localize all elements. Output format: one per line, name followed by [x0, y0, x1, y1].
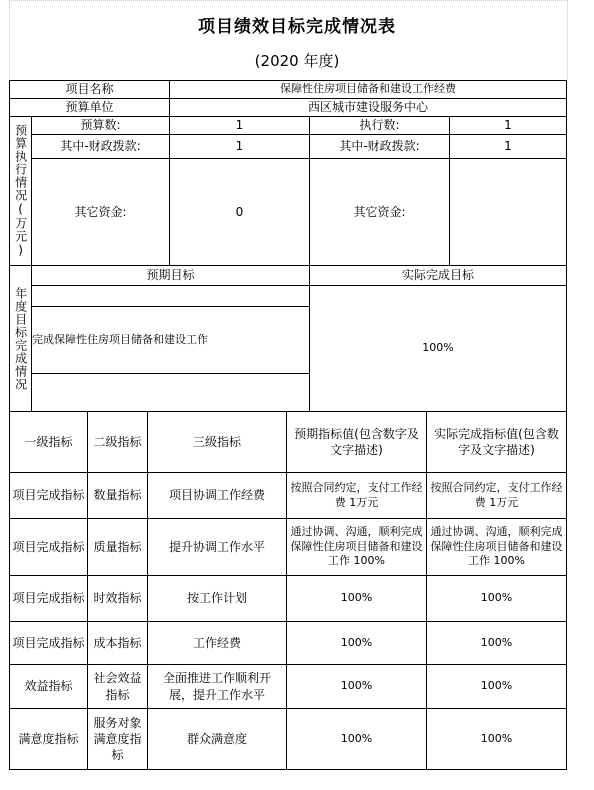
row6-level2: 服务对象满意度指标: [87, 708, 148, 770]
row5-level2: 社会效益指标: [87, 664, 148, 709]
other-funds-value-1: 0: [169, 158, 310, 266]
fiscal-value-2: 1: [449, 134, 567, 159]
other-funds-value-2: [449, 158, 567, 266]
budget-side-label: 预算执行情况(万元): [9, 116, 32, 266]
exec-count-label: 执行数:: [309, 116, 450, 135]
row3-expected: 100%: [286, 575, 427, 622]
row4-level1: 项目完成指标: [9, 621, 88, 665]
row6-level3: 群众满意度: [147, 708, 287, 770]
row1-actual: 按照合同约定，支付工作经费 1万元: [426, 472, 567, 519]
other-funds-label-1: 其它资金:: [31, 158, 170, 266]
row2-expected: 通过协调、沟通，顺利完成保障性住房项目储备和建设工作 100%: [286, 518, 427, 576]
row2-actual: 通过协调、沟通，顺利完成保障性住房项目储备和建设工作 100%: [426, 518, 567, 576]
row5-expected: 100%: [286, 664, 427, 709]
row6-actual: 100%: [426, 708, 567, 770]
row1-level1: 项目完成指标: [9, 472, 88, 519]
expected-goal-text: 完成保障性住房项目储备和建设工作: [31, 306, 310, 374]
budget-unit-value: 西区城市建设服务中心: [169, 98, 567, 117]
header-expected-value: 预期指标值(包含数字及文字描述): [286, 411, 427, 473]
row5-actual: 100%: [426, 664, 567, 709]
row4-level2: 成本指标: [87, 621, 148, 665]
exec-count-value: 1: [449, 116, 567, 135]
row4-level3: 工作经费: [147, 621, 287, 665]
row3-level1: 项目完成指标: [9, 575, 88, 622]
fiscal-label-1: 其中-财政拨款:: [31, 134, 170, 159]
budget-count-label: 预算数:: [31, 116, 170, 135]
header-level1: 一级指标: [9, 411, 88, 473]
row3-level2: 时效指标: [87, 575, 148, 622]
project-name-label: 项目名称: [9, 80, 170, 99]
budget-count-value: 1: [169, 116, 310, 135]
fiscal-label-2: 其中-财政拨款:: [309, 134, 450, 159]
fiscal-value-1: 1: [169, 134, 310, 159]
annual-side-label: 年度目标完成情况: [9, 265, 32, 412]
row3-actual: 100%: [426, 575, 567, 622]
row6-level1: 满意度指标: [9, 708, 88, 770]
actual-goal-header: 实际完成目标: [309, 265, 567, 286]
row2-level1: 项目完成指标: [9, 518, 88, 576]
row2-level3: 提升协调工作水平: [147, 518, 287, 576]
row5-level3: 全面推进工作顺利开展，提升工作水平: [147, 664, 287, 709]
row2-level2: 质量指标: [87, 518, 148, 576]
header-actual-value: 实际完成指标值(包含数字及文字描述): [426, 411, 567, 473]
expected-goal-header: 预期目标: [31, 265, 310, 286]
row1-expected: 按照合同约定，支付工作经费 1万元: [286, 472, 427, 519]
project-name-value: 保障性住房项目储备和建设工作经费: [169, 80, 567, 99]
header-level2: 二级指标: [87, 411, 148, 473]
header-level3: 三级指标: [147, 411, 287, 473]
page-title: 项目绩效目标完成情况表: [198, 17, 396, 37]
budget-unit-label: 预算单位: [9, 98, 170, 117]
row4-actual: 100%: [426, 621, 567, 665]
row6-expected: 100%: [286, 708, 427, 770]
actual-goal-text: 100%: [309, 285, 567, 412]
row5-level1: 效益指标: [9, 664, 88, 709]
row4-expected: 100%: [286, 621, 427, 665]
row1-level3: 项目协调工作经费: [147, 472, 287, 519]
other-funds-label-2: 其它资金:: [309, 158, 450, 266]
row3-level3: 按工作计划: [147, 575, 287, 622]
page-subtitle: (2020 年度): [254, 52, 340, 70]
row1-level2: 数量指标: [87, 472, 148, 519]
